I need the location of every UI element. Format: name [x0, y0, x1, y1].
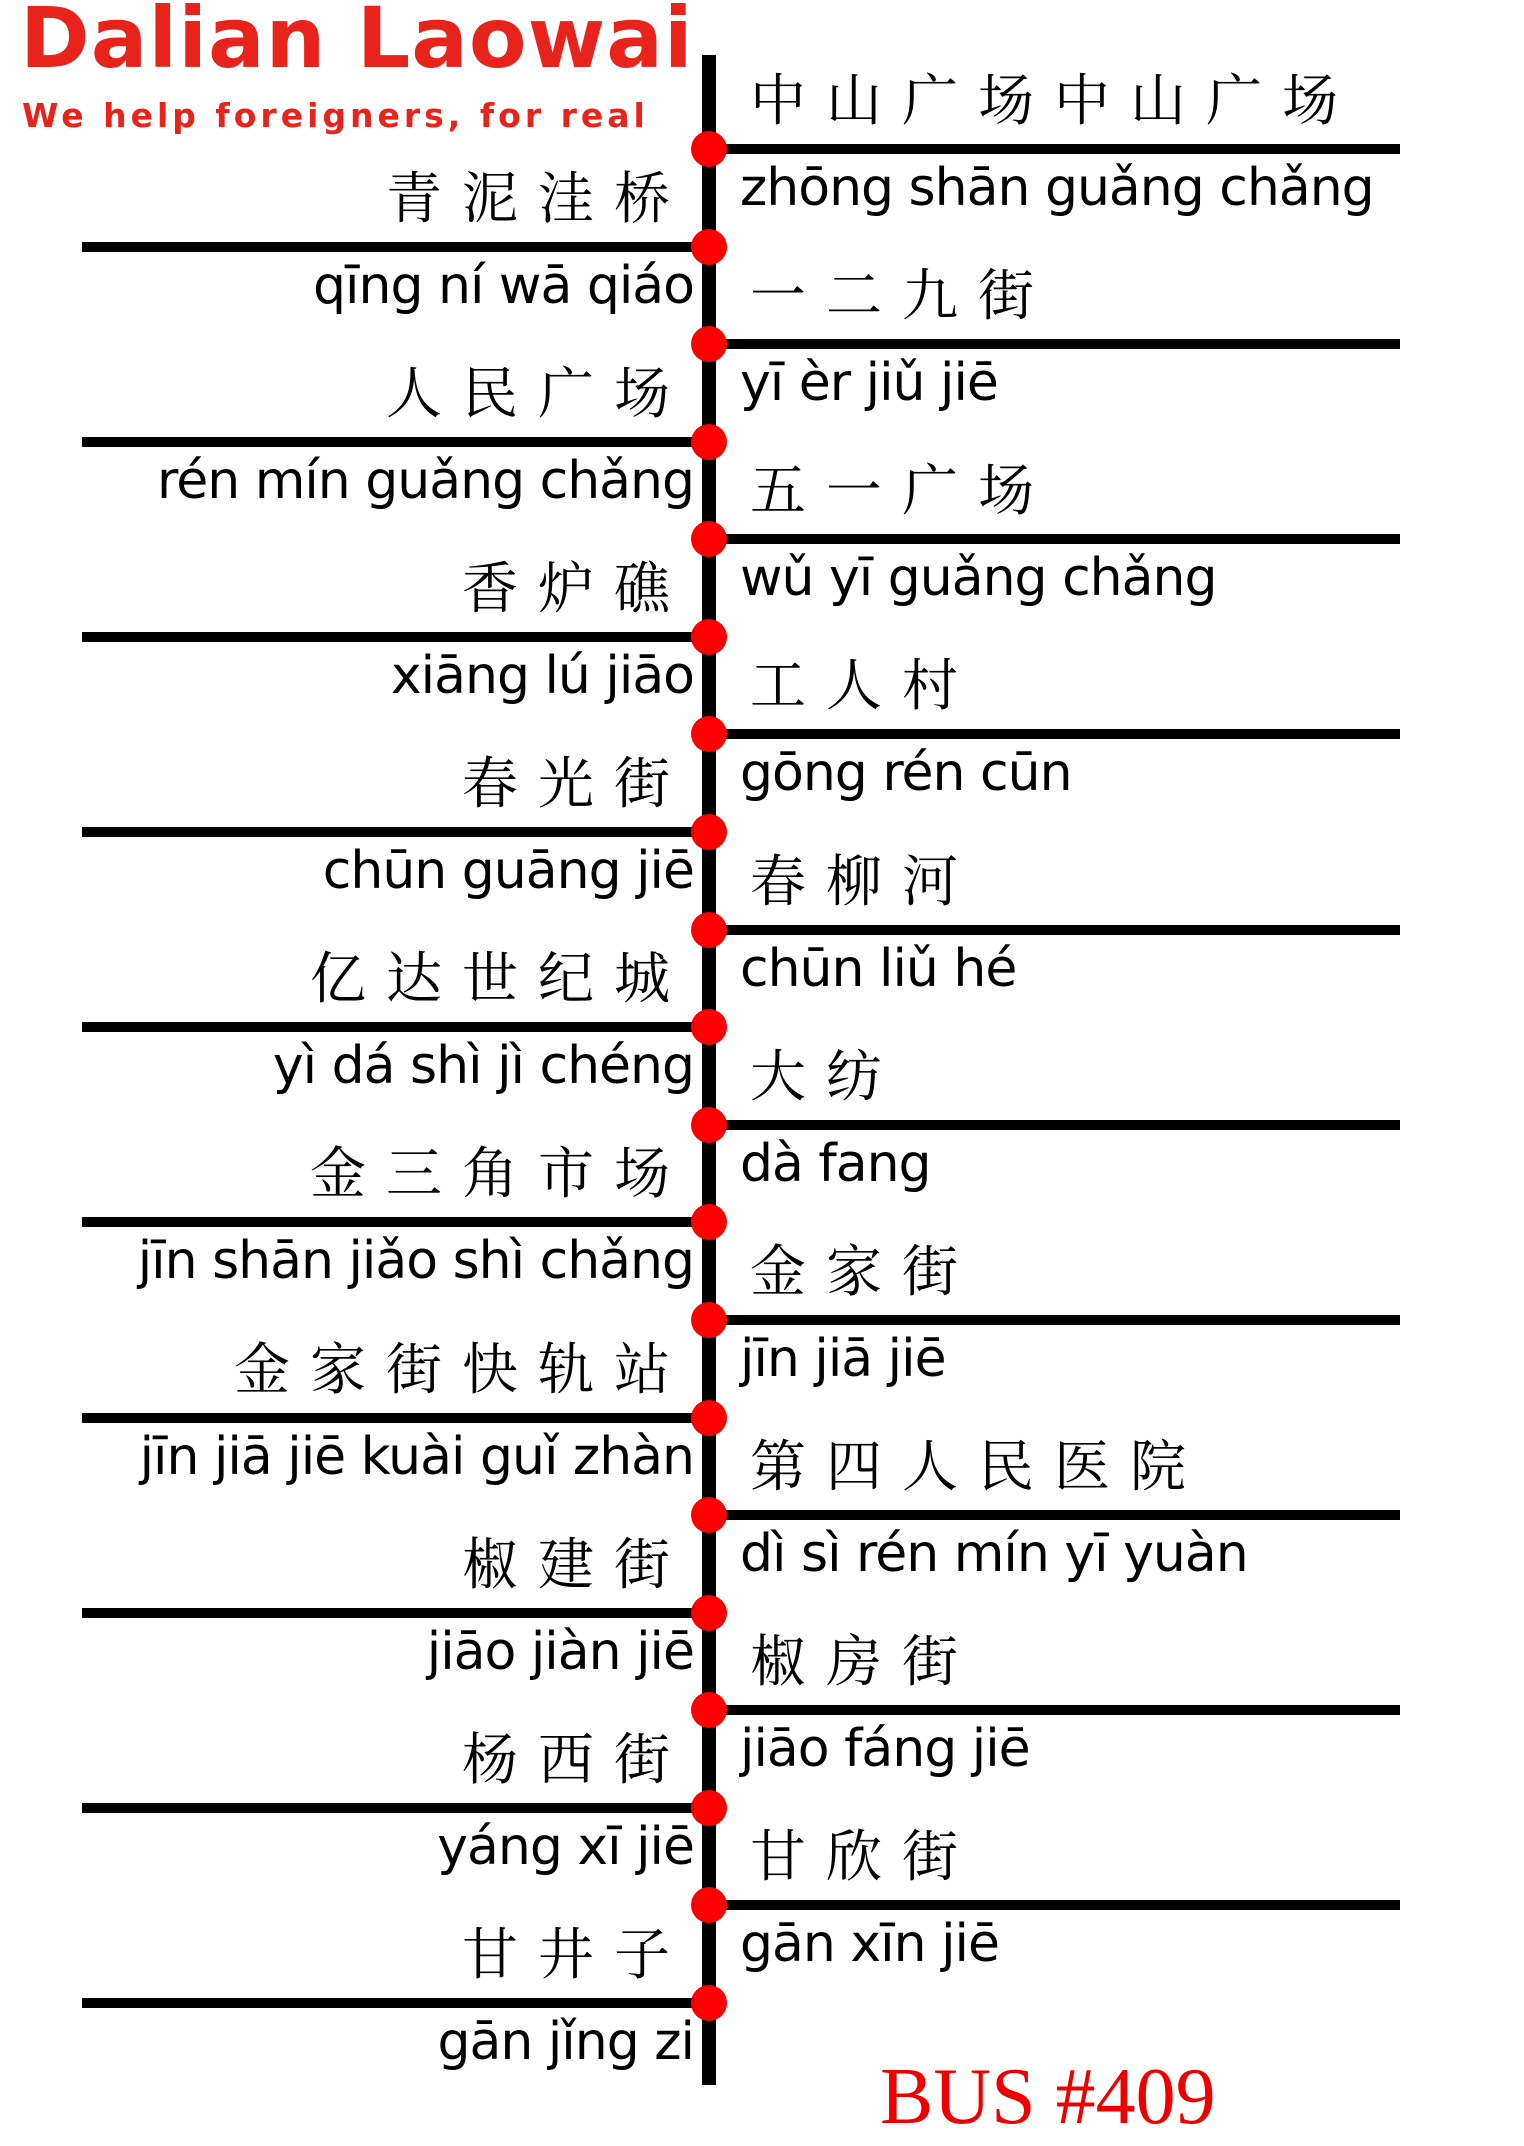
stop-marker — [691, 1985, 727, 2021]
stop-marker — [691, 1790, 727, 1826]
stop-connector — [82, 632, 709, 642]
stop-name-pinyin: jīn jiā jiē kuài guǐ zhàn — [139, 1426, 694, 1487]
stop-connector — [709, 729, 1400, 739]
stop-name-pinyin: chūn guāng jiē — [322, 841, 694, 902]
stop-name-chinese: 金家街 — [750, 1239, 978, 1305]
stop-name-chinese: 青泥洼桥 — [386, 166, 690, 232]
stop-marker — [691, 1595, 727, 1631]
stop-marker — [691, 424, 727, 460]
stop-marker — [691, 814, 727, 850]
stop-name-pinyin: qīng ní wā qiáo — [313, 255, 694, 316]
stop-name-chinese: 人民广场 — [386, 361, 690, 427]
stop-marker — [691, 521, 727, 557]
stop-name-chinese: 椒房街 — [750, 1630, 978, 1696]
stop-name-chinese: 五一广场 — [750, 459, 1054, 525]
stop-connector — [709, 144, 1400, 154]
stop-marker — [691, 131, 727, 167]
stop-name-pinyin: yì dá shì jì chéng — [272, 1036, 694, 1097]
stop-name-pinyin: chūn liǔ hé — [740, 938, 1017, 999]
stop-marker — [691, 912, 727, 948]
stop-connector — [709, 925, 1400, 935]
stop-connector — [82, 1998, 709, 2008]
stop-name-chinese: 第四人民医院 — [750, 1435, 1206, 1501]
stop-marker — [691, 619, 727, 655]
stop-marker — [691, 1107, 727, 1143]
stop-connector — [82, 1022, 709, 1032]
stop-marker — [691, 229, 727, 265]
stop-connector — [709, 534, 1400, 544]
stop-connector — [709, 1510, 1400, 1520]
stop-name-pinyin: jiāo jiàn jiē — [426, 1621, 694, 1682]
route-title: BUS #409 — [880, 2053, 1216, 2141]
stop-connector — [709, 1705, 1400, 1715]
stop-name-pinyin: gōng rén cūn — [740, 743, 1072, 804]
stop-name-pinyin: jīn shān jiǎo shì chǎng — [137, 1231, 694, 1292]
stop-marker — [691, 1009, 727, 1045]
stop-marker — [691, 1692, 727, 1728]
brand-name: Dalian Laowai — [20, 0, 694, 87]
stop-name-chinese: 香炉礁 — [462, 556, 690, 622]
stop-connector — [709, 1120, 1400, 1130]
stop-name-pinyin: wǔ yī guǎng chǎng — [740, 548, 1217, 609]
stop-name-chinese: 中山广场中山广场 — [750, 69, 1358, 134]
stop-marker — [691, 1204, 727, 1240]
stop-name-pinyin: yáng xī jiē — [437, 1816, 694, 1877]
stop-name-chinese: 甘井子 — [462, 1923, 690, 1988]
stop-name-chinese: 金家街快轨站 — [234, 1337, 690, 1403]
stop-connector — [82, 1413, 709, 1423]
stop-connector — [709, 1315, 1400, 1325]
stop-connector — [709, 339, 1400, 349]
stop-marker — [691, 326, 727, 362]
stop-marker — [691, 1302, 727, 1338]
stop-marker — [691, 716, 727, 752]
stop-name-chinese: 春光街 — [462, 752, 690, 818]
brand-tagline: We help foreigners, for real — [22, 96, 649, 135]
stop-name-chinese: 大纺 — [750, 1044, 902, 1110]
stop-name-chinese: 亿达世纪城 — [310, 947, 690, 1013]
stop-name-pinyin: gān jǐng zi — [437, 2012, 694, 2072]
stop-name-chinese: 椒建街 — [462, 1532, 690, 1598]
stop-name-chinese: 春柳河 — [750, 849, 978, 915]
stop-name-chinese: 一二九街 — [750, 264, 1054, 330]
stop-name-pinyin: xiāng lú jiāo — [390, 645, 694, 706]
stop-name-pinyin: gān xīn jiē — [740, 1914, 999, 1975]
stop-marker — [691, 1497, 727, 1533]
stop-connector — [82, 827, 709, 837]
stop-marker — [691, 1887, 727, 1923]
stop-connector — [82, 1803, 709, 1813]
stop-connector — [709, 1900, 1400, 1910]
stop-name-pinyin: dì sì rén mín yī yuàn — [740, 1524, 1248, 1585]
stop-name-chinese: 工人村 — [750, 654, 978, 720]
stop-name-pinyin: jiāo fáng jiē — [740, 1719, 1030, 1780]
stop-connector — [82, 242, 709, 252]
stop-name-chinese: 甘欣街 — [750, 1825, 978, 1891]
stop-name-chinese: 杨西街 — [462, 1727, 690, 1793]
stop-name-pinyin: dà fang — [740, 1133, 931, 1194]
stop-name-pinyin: rén mín guǎng chǎng — [156, 450, 694, 511]
stop-name-pinyin: zhōng shān guǎng chǎng — [740, 158, 1374, 218]
stop-name-chinese: 金三角市场 — [310, 1142, 690, 1208]
stop-connector — [82, 437, 709, 447]
stop-name-pinyin: yī èr jiǔ jiē — [740, 353, 998, 414]
stop-connector — [82, 1608, 709, 1618]
stop-connector — [82, 1217, 709, 1227]
stop-marker — [691, 1400, 727, 1436]
stop-name-pinyin: jīn jiā jiē — [740, 1328, 946, 1389]
